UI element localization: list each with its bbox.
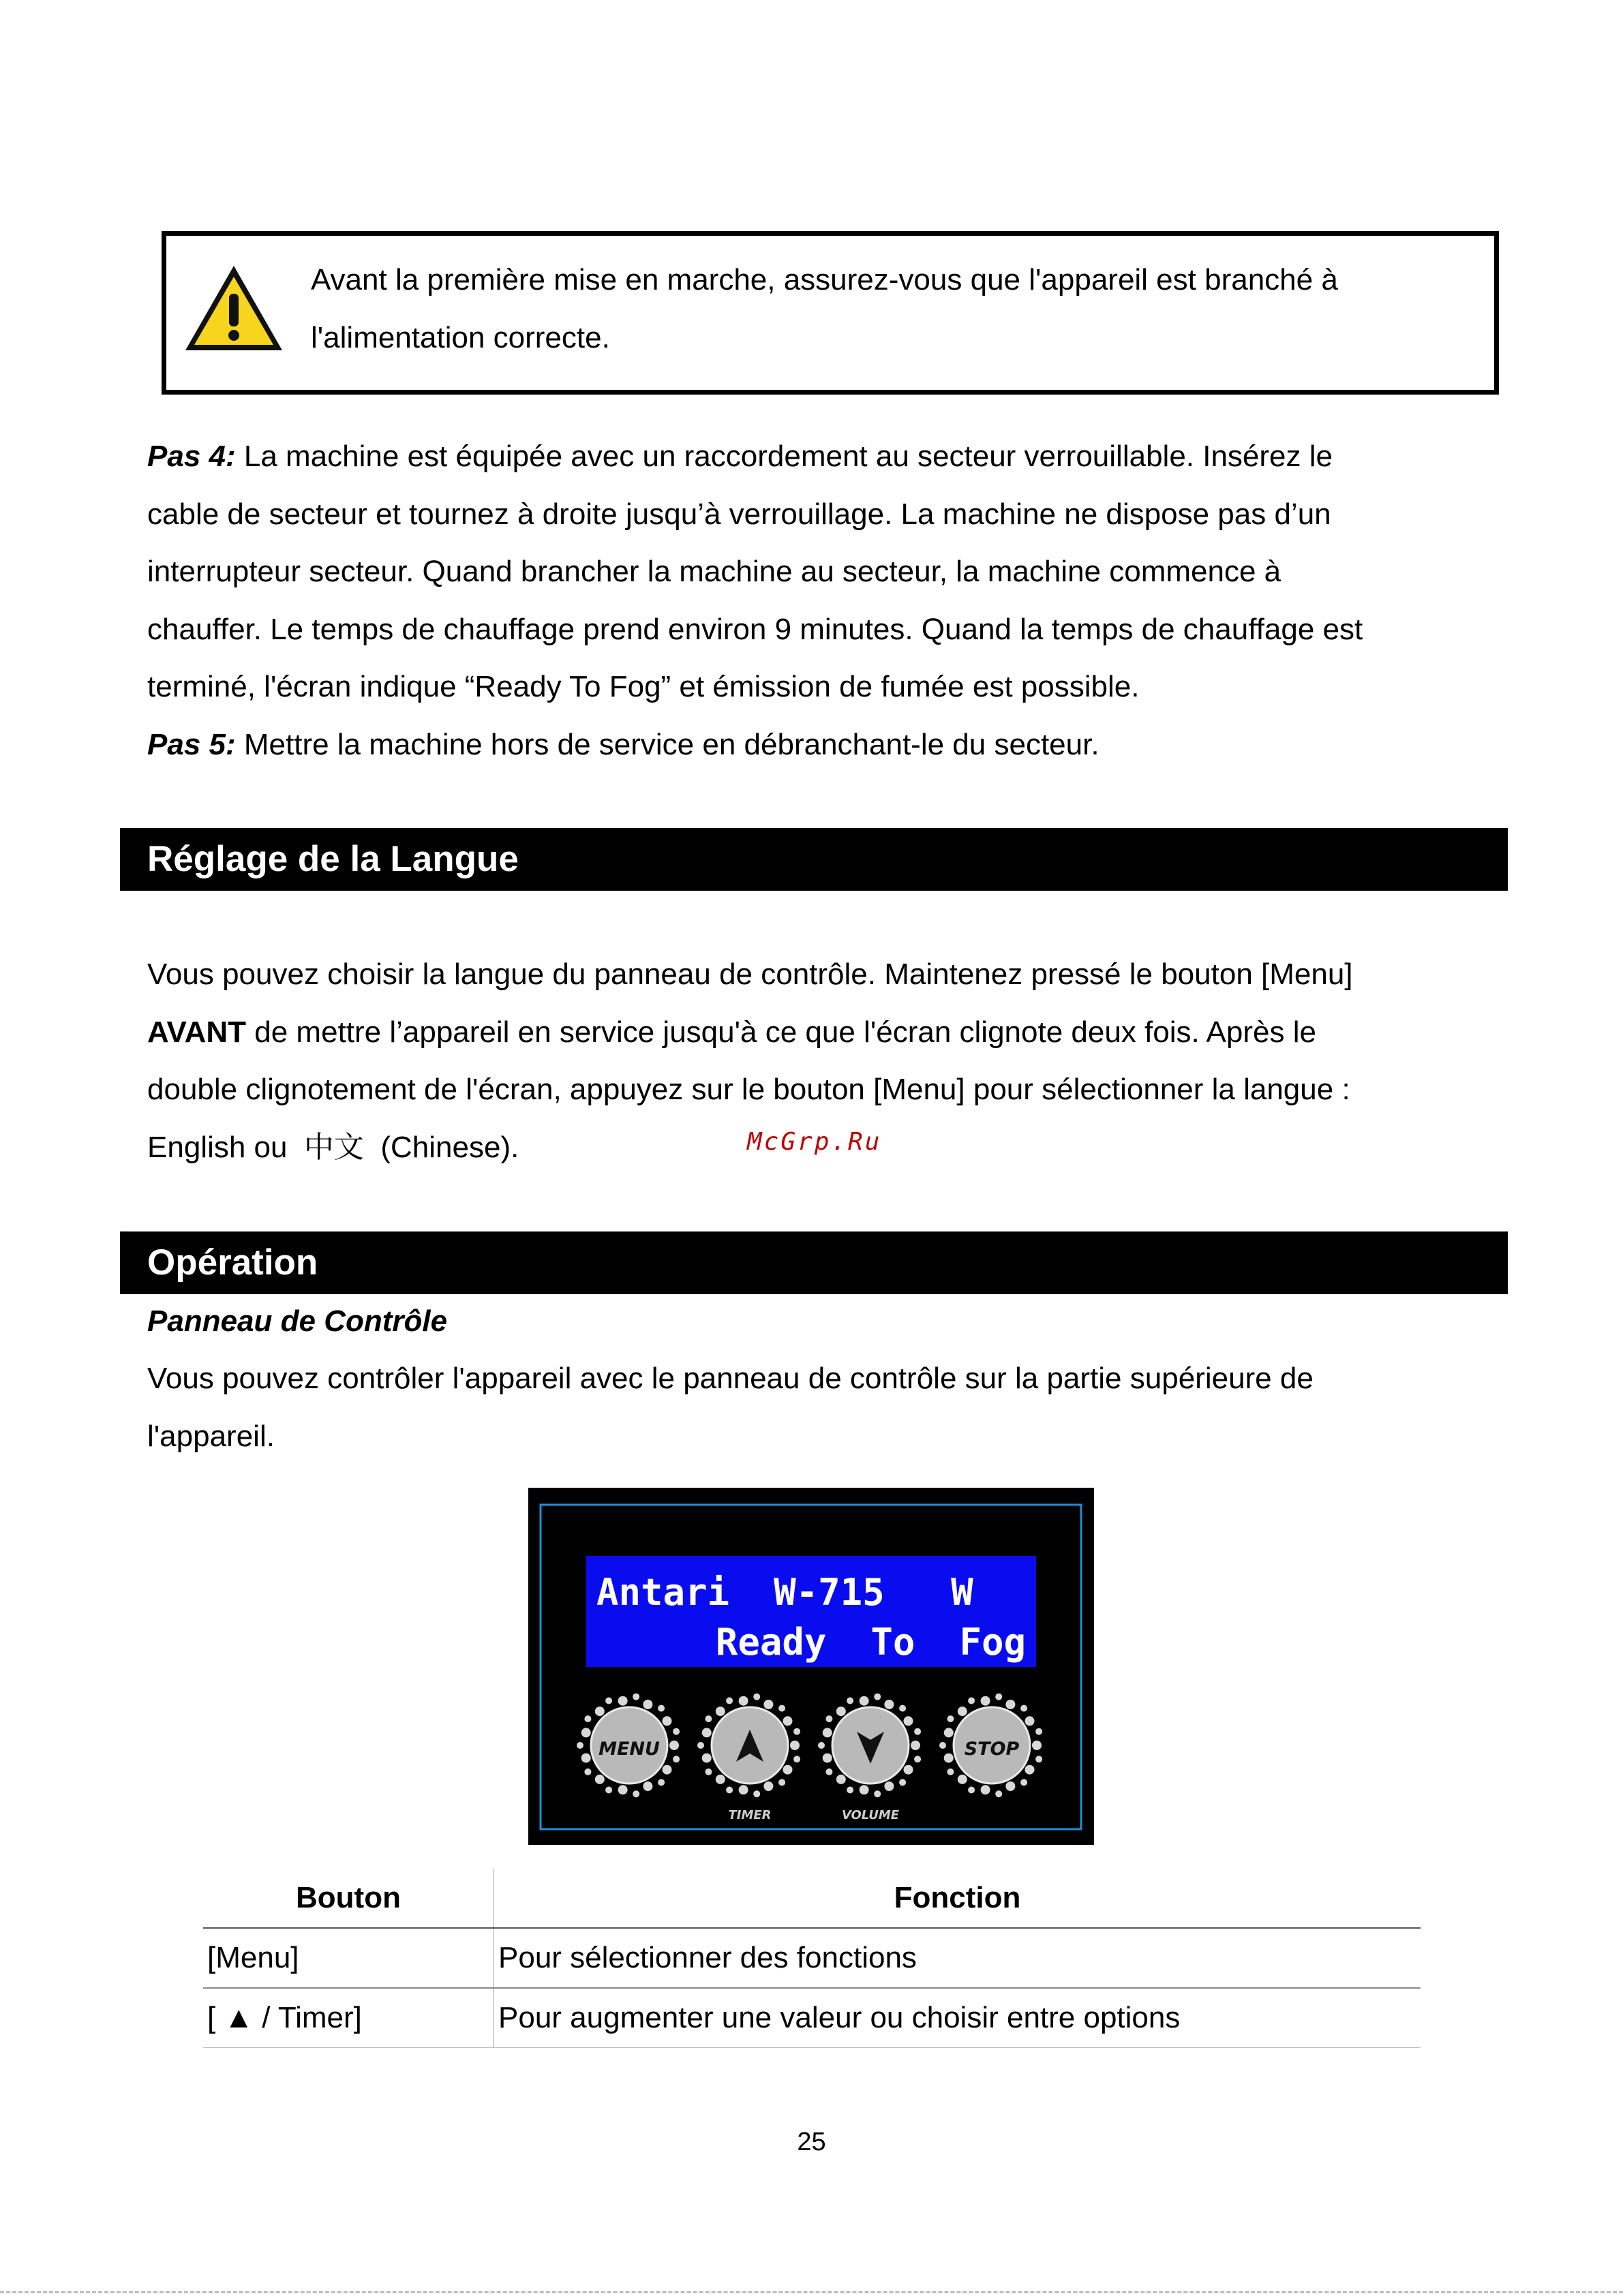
knob-ring-dot xyxy=(847,1787,853,1794)
knob-ring-dot xyxy=(860,1785,869,1794)
knob-ring-dot xyxy=(884,1700,894,1709)
knob-ring-dot xyxy=(899,1779,906,1786)
knob-ring-dot xyxy=(705,1769,712,1775)
stop-button-label: STOP xyxy=(964,1739,1020,1760)
table-cell: [Menu] xyxy=(203,1928,494,1988)
pas5-text: Mettre la machine hors de service en débranchant-le du secteur. xyxy=(235,727,1099,761)
timer-label: TIMER xyxy=(728,1808,772,1822)
knob-ring-dot xyxy=(860,1696,869,1706)
knob-ring-dot xyxy=(914,1728,921,1735)
knob-ring-dot xyxy=(753,1694,760,1700)
knob-ring-dot xyxy=(633,1694,639,1700)
operation-paragraph xyxy=(147,1350,1497,1465)
lcd-line-2: Ready To Fog xyxy=(715,1621,1026,1664)
knob-ring-dot xyxy=(739,1785,748,1794)
steps-paragraph xyxy=(147,428,1497,774)
section-title-operation: Opération xyxy=(120,1231,1508,1294)
knob-ring-dot xyxy=(673,1756,680,1762)
knob-ring-dot xyxy=(763,1700,773,1709)
knob-ring-dot xyxy=(981,1785,990,1794)
knob-ring-dot xyxy=(584,1769,591,1775)
knob-ring-dot xyxy=(981,1696,990,1706)
warning-triangle-icon xyxy=(183,263,285,354)
langue-line-4: English ou 中文 (Chinese). xyxy=(147,1130,519,1164)
knob-ring-dot xyxy=(783,1765,793,1775)
knob-ring-dot xyxy=(669,1741,679,1750)
knob-ring-dot xyxy=(663,1716,672,1726)
knob-ring-dot xyxy=(618,1785,628,1794)
knob-ring-dot xyxy=(1025,1716,1035,1726)
knob-ring-dot xyxy=(995,1694,1002,1700)
knob-ring-dot xyxy=(702,1754,712,1763)
knob-ring-dot xyxy=(658,1779,665,1786)
knob-ring-dot xyxy=(793,1756,800,1762)
knob-ring-dot xyxy=(618,1696,628,1706)
knob-ring-dot xyxy=(643,1781,652,1791)
pas4-line-5: terminé, l'écran indique “Ready To Fog” et émission de fumée est possible. xyxy=(147,670,1140,703)
section-title-langue: Réglage de la Langue xyxy=(120,828,1508,891)
pas5-line xyxy=(147,716,1497,774)
knob-ring-dot xyxy=(995,1790,1002,1797)
knob-ring-dot xyxy=(958,1775,967,1784)
control-panel-image xyxy=(528,1488,1094,1845)
knob-ring-dot xyxy=(914,1756,921,1762)
header-fonction: Fonction xyxy=(494,1869,1421,1928)
knob-ring-dot xyxy=(584,1715,591,1722)
knob-ring-dot xyxy=(716,1775,725,1784)
knob-ring-dot xyxy=(595,1775,605,1784)
knob-ring-dot xyxy=(1020,1705,1027,1712)
knob-ring-dot xyxy=(904,1765,913,1775)
avant-bold: AVANT xyxy=(147,1015,247,1049)
knob-ring-dot xyxy=(581,1754,591,1763)
knob-ring-dot xyxy=(1005,1700,1015,1709)
pas4-line-4: chauffer. Le temps de chauffage prend environ 9 minutes. Quand la temps de chauffage est xyxy=(147,612,1363,646)
pas4-line-1 xyxy=(147,428,1497,486)
knob-ring-dot xyxy=(643,1700,652,1709)
pas4-line-3: interrupteur secteur. Quand brancher la machine au secteur, la machine commence à xyxy=(147,555,1281,588)
warning-line-1: Avant la première mise en marche, assurez-vous que l'appareil est branché à xyxy=(311,263,1338,296)
knob-ring-dot xyxy=(1035,1756,1042,1762)
knob-ring-dot xyxy=(790,1741,800,1750)
operation-line-2: l'appareil. xyxy=(147,1419,275,1453)
knob-ring-dot xyxy=(958,1706,967,1716)
knob-ring-dot xyxy=(753,1790,760,1797)
knob-ring-dot xyxy=(581,1728,591,1737)
knob-ring-dot xyxy=(605,1787,612,1794)
knob-ring-dot xyxy=(633,1790,639,1797)
knob-ring-dot xyxy=(702,1728,712,1737)
table-row xyxy=(203,1988,1421,2048)
button-function-table xyxy=(203,1869,1421,2048)
knob-ring-dot xyxy=(1005,1781,1015,1791)
knob-ring-dot xyxy=(793,1728,800,1735)
knob-ring-dot xyxy=(836,1706,846,1716)
knob-ring-dot xyxy=(884,1781,894,1791)
page-number: 25 xyxy=(797,2128,826,2156)
knob-ring-dot xyxy=(968,1698,975,1704)
knob-ring-dot xyxy=(874,1790,881,1797)
knob-ring-dot xyxy=(944,1728,954,1737)
knob-ring-dot xyxy=(1032,1741,1042,1750)
knob-ring-dot xyxy=(823,1754,832,1763)
knob-ring-dot xyxy=(577,1742,583,1749)
pas4-label: Pas 4: xyxy=(147,440,236,473)
menu-button-label: MENU xyxy=(598,1739,660,1760)
knob-ring-dot xyxy=(778,1779,785,1786)
knob-ring-dot xyxy=(763,1781,773,1791)
knob-ring-dot xyxy=(778,1705,785,1712)
langue-line-1: Vous pouvez choisir la langue du panneau de contrôle. Maintenez pressé le bouton [Menu] xyxy=(147,958,1353,991)
knob-ring-dot xyxy=(904,1716,913,1726)
pas4-line-2: cable de secteur et tournez à droite jusqu’à verrouillage. La machine ne dispose pas d’un xyxy=(147,497,1331,531)
knob-ring-dot xyxy=(658,1705,665,1712)
panel-subtitle: Panneau de Contrôle xyxy=(147,1304,448,1338)
pas4-text-1: La machine est équipée avec un raccordement au secteur verrouillable. Insérez le xyxy=(235,440,1333,473)
knob-ring-dot xyxy=(847,1698,853,1704)
knob-ring-dot xyxy=(716,1706,725,1716)
knob-ring-dot xyxy=(1020,1779,1027,1786)
knob-ring-dot xyxy=(899,1705,906,1712)
knob-ring-dot xyxy=(825,1715,832,1722)
lcd-line-1: Antari W-715 W xyxy=(596,1571,973,1614)
knob-ring-dot xyxy=(1035,1728,1042,1735)
knob-ring-dot xyxy=(726,1787,733,1794)
knob-ring-dot xyxy=(697,1742,704,1749)
langue-line-2-text: de mettre l’appareil en service jusqu'à ce que l'écran clignote deux fois. Après le xyxy=(246,1015,1316,1049)
page-edge-divider xyxy=(0,2291,1623,2293)
warning-line-2: l'alimentation correcte. xyxy=(311,321,610,354)
langue-line-2 xyxy=(147,1004,1497,1062)
table-cell: Pour augmenter une valeur ou choisir entre options xyxy=(494,1988,1421,2048)
knob-ring-dot xyxy=(874,1694,881,1700)
knob-ring-dot xyxy=(705,1715,712,1722)
watermark: McGrp.Ru xyxy=(747,1128,882,1156)
table-cell: [ ▲ / Timer] xyxy=(203,1988,494,2048)
knob-ring-dot xyxy=(595,1706,605,1716)
knob-ring-dot xyxy=(739,1696,748,1706)
knob-ring-dot xyxy=(947,1715,954,1722)
table-row xyxy=(203,1928,1421,1988)
warning-box xyxy=(162,231,1499,395)
header-bouton: Bouton xyxy=(203,1869,494,1928)
knob-ring-dot xyxy=(968,1787,975,1794)
warning-text xyxy=(311,251,1470,367)
knob-ring-dot xyxy=(605,1698,612,1704)
knob-ring-dot xyxy=(823,1728,832,1737)
knob-ring-dot xyxy=(818,1742,825,1749)
knob-ring-dot xyxy=(836,1775,846,1784)
langue-line-3: double clignotement de l'écran, appuyez sur le bouton [Menu] pour sélectionner la langue : xyxy=(147,1073,1350,1106)
knob-ring-dot xyxy=(663,1765,672,1775)
volume-label: VOLUME xyxy=(841,1808,900,1822)
knob-ring-dot xyxy=(673,1728,680,1735)
pas5-label: Pas 5: xyxy=(147,727,236,761)
knob-ring-dot xyxy=(911,1741,920,1750)
knob-ring-dot xyxy=(947,1769,954,1775)
table-cell: Pour sélectionner des fonctions xyxy=(494,1928,1421,1988)
knob-ring-dot xyxy=(726,1698,733,1704)
knob-ring-dot xyxy=(1025,1765,1035,1775)
table-header-row xyxy=(203,1869,1421,1928)
knob-ring-dot xyxy=(825,1769,832,1775)
knob-ring-dot xyxy=(939,1742,946,1749)
knob-ring-dot xyxy=(783,1716,793,1726)
knob-ring-dot xyxy=(944,1754,954,1763)
operation-line-1: Vous pouvez contrôler l'appareil avec le panneau de contrôle sur la partie supérieure de xyxy=(147,1362,1314,1395)
